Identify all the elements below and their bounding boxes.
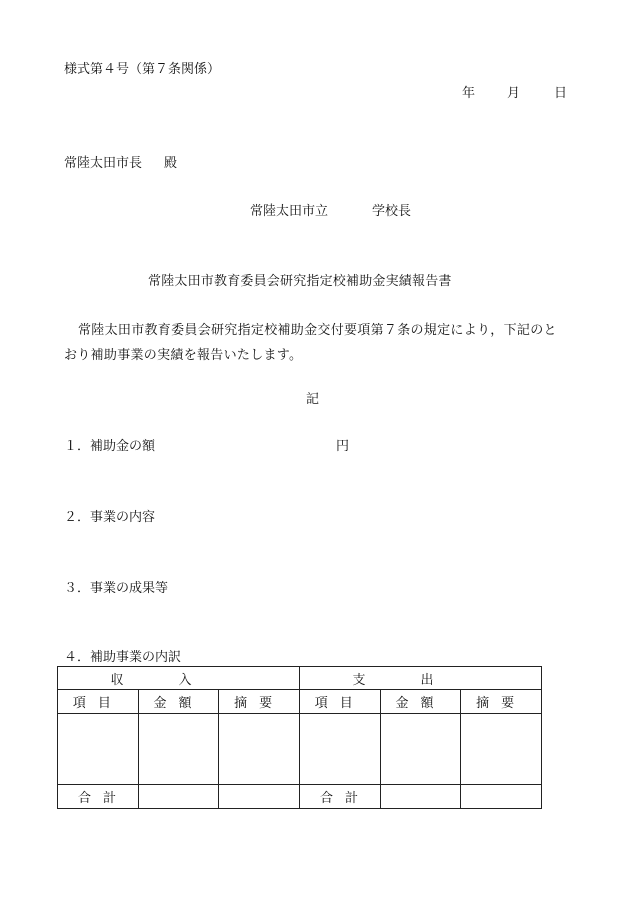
income-remarks-cell[interactable] bbox=[219, 714, 300, 785]
income-item-cell[interactable] bbox=[58, 714, 139, 785]
income-total-remarks-cell[interactable] bbox=[219, 785, 300, 809]
income-amount-header: 金額 bbox=[138, 690, 219, 714]
expense-remarks-header: 摘要 bbox=[461, 690, 542, 714]
item-project-content: ２．事業の内容 bbox=[64, 510, 156, 525]
sender bbox=[250, 200, 411, 219]
item-subsidy-amount bbox=[64, 435, 350, 454]
table-row bbox=[58, 690, 542, 714]
body-text: 常陸太田市教育委員会研究指定校補助金交付要項第７条の規定により，下記のとおり補助事業の実績を報告いたします。 bbox=[64, 323, 557, 363]
date-year-label: 年 bbox=[462, 86, 476, 101]
expense-header: 支出 bbox=[299, 667, 541, 690]
item-breakdown: ４．補助事業の内訳 bbox=[64, 650, 182, 665]
sender-school: 常陸太田市立 bbox=[250, 204, 329, 219]
table-row bbox=[58, 667, 542, 690]
expense-amount-header: 金額 bbox=[380, 690, 461, 714]
expense-item-cell[interactable] bbox=[299, 714, 380, 785]
income-total-amount-cell[interactable] bbox=[138, 785, 219, 809]
date-month-label: 月 bbox=[507, 86, 521, 101]
expense-total-label: 合計 bbox=[299, 785, 380, 809]
table-row bbox=[58, 785, 542, 809]
expense-amount-cell[interactable] bbox=[380, 714, 461, 785]
form-number: 様式第４号（第７条関係） bbox=[64, 62, 221, 77]
income-item-header: 項目 bbox=[58, 690, 139, 714]
addressee-honorific: 殿 bbox=[164, 156, 178, 171]
date-day-label: 日 bbox=[554, 86, 568, 101]
addressee-name: 常陸太田市長 bbox=[64, 156, 143, 171]
expense-total-remarks-cell[interactable] bbox=[461, 785, 542, 809]
date-line bbox=[462, 82, 568, 101]
income-total-label: 合計 bbox=[58, 785, 139, 809]
addressee bbox=[64, 152, 177, 171]
expense-total-amount-cell[interactable] bbox=[380, 785, 461, 809]
expense-item-header: 項目 bbox=[299, 690, 380, 714]
item-subsidy-amount-unit: 円 bbox=[336, 439, 350, 454]
sender-title: 学校長 bbox=[372, 204, 412, 219]
ki-heading: 記 bbox=[306, 392, 320, 407]
expense-remarks-cell[interactable] bbox=[461, 714, 542, 785]
item-subsidy-amount-label: １．補助金の額 bbox=[64, 439, 156, 454]
income-header: 収入 bbox=[58, 667, 300, 690]
document-title: 常陸太田市教育委員会研究指定校補助金実績報告書 bbox=[148, 274, 452, 289]
table-row bbox=[58, 714, 542, 785]
income-amount-cell[interactable] bbox=[138, 714, 219, 785]
breakdown-table bbox=[57, 666, 542, 809]
income-remarks-header: 摘要 bbox=[219, 690, 300, 714]
item-project-results: ３．事業の成果等 bbox=[64, 581, 169, 596]
